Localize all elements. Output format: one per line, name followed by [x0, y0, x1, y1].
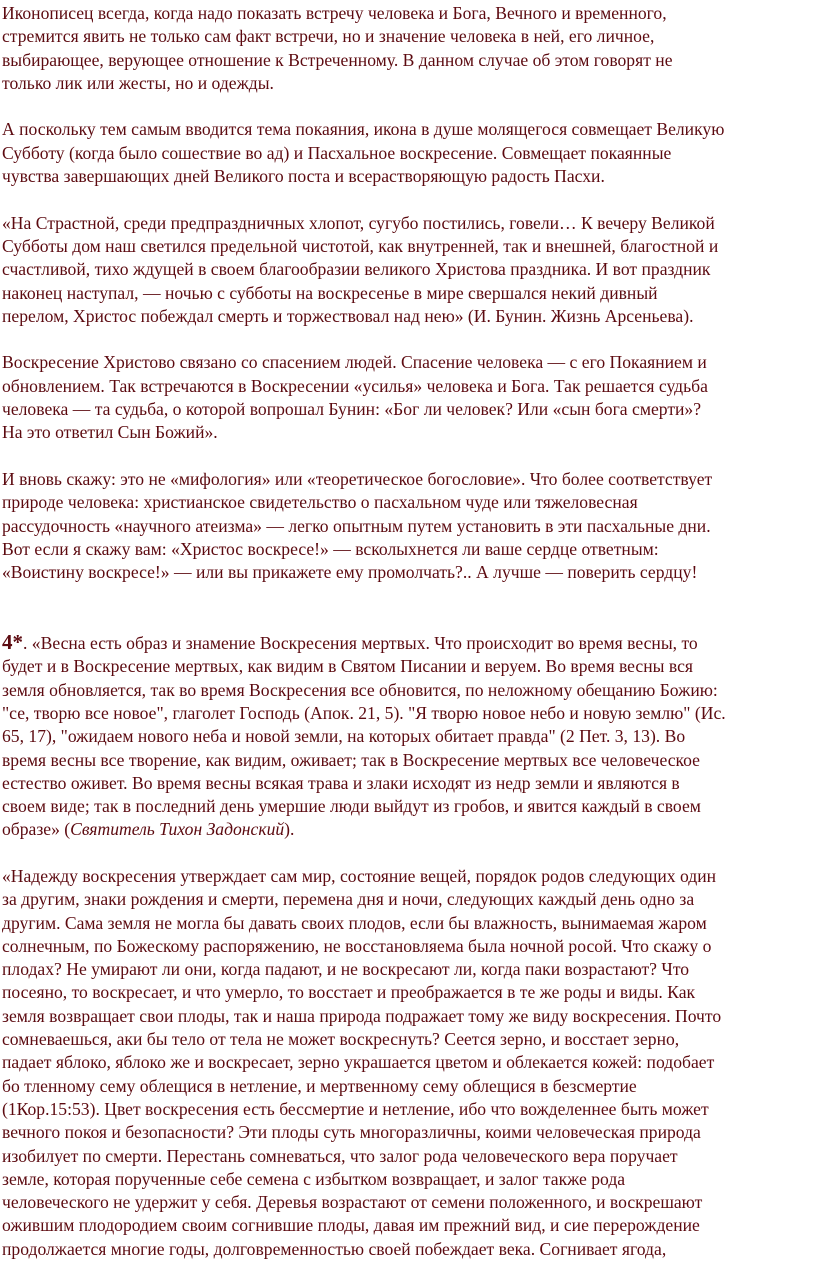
text-line: Иконописец всегда, когда надо показать встречу человека и Бога, Вечного и временного,	[2, 3, 667, 23]
text-line: Субботу (когда было сошествие во ад) и Пасхальное воскресение. Совмещает покаянные	[2, 142, 672, 163]
text-line: На это ответил Сын Божий».	[2, 422, 218, 443]
text-line: 65, 17), "ожидаем нового неба и новой земли, на которых обитает правда" (2 Пет. 3, 13). Во	[2, 726, 686, 747]
paragraph-hope-of-resurrection	[0, 865, 816, 1261]
text-line: ожившим плодородием своим согнившие плоды, давая им прежний вид, и сие перерождение	[2, 1215, 700, 1236]
text-line: стремится явить не только сам факт встречи, но и значение человека в ней, его личное,	[2, 26, 655, 47]
text-line: земля возвращает свои плоды, так и наша природа подражает тому же виду воскресения. Почто	[2, 1005, 722, 1026]
text-line: изобилует по смерти. Перестань сомневаться, что залог рода человеческого вера поручает	[2, 1145, 678, 1166]
section-marker: 4*	[2, 630, 23, 655]
text-line: человека — та судьба, о которой вопрошал Бунин: «Бог ли человек? Или «сын бога смерти»?	[2, 399, 702, 420]
text-line: Вот если я скажу вам: «Христос воскресе!» — всколыхнется ли ваше сердце ответным:	[2, 538, 659, 559]
text-line: А поскольку тем самым вводится тема покаяния, икона в душе молящегося совмещает Великую	[2, 119, 725, 140]
paragraph-gap	[0, 95, 816, 118]
text-line: (1Кор.15:53). Цвет воскресения есть бессмертие и нетление, ибо что вожделеннее быть может	[2, 1098, 709, 1119]
paragraph-bunin-quote	[0, 212, 816, 328]
text-line: выбирающее, верующее отношение к Встреченному. В данном случае об этом говорят не	[2, 49, 673, 70]
text-line: только лик или жесты, но и одежды.	[2, 72, 274, 93]
attribution: Святитель Тихон Задонский	[70, 819, 285, 840]
text-line: счастливой, тихо ждущей в своем благообразии великого Христова праздника. И вот праздник	[2, 259, 711, 280]
text-line	[2, 631, 816, 655]
text-line: падает яблоко, яблоко же и воскресает, зерно украшается цветом и облекается кожей: подобает	[2, 1052, 715, 1073]
text-line: своем виде; так в последний день умершие люди выйдут из гробов, и явится каждый в своем	[2, 796, 701, 817]
paragraph-gap	[0, 188, 816, 211]
text-line: "се, творю все новое", глаголет Господь (Апок. 21, 5). "Я творю новое небо и новую землю" (Ис.	[2, 702, 726, 723]
text-line: продолжается многие годы, долговременностью своей побеждает века. Согнивает ягода,	[2, 1238, 667, 1259]
text-line: И вновь скажу: это не «мифология» или «теоретическое богословие». Что более соответствует	[2, 468, 713, 489]
text-fragment: образе» (	[2, 819, 71, 840]
text-line: чувства завершающих дней Великого поста и всерастворяющую радость Пасхи.	[2, 166, 605, 187]
text-line: время весны все творение, как видим, оживает; так в Воскресение мертвых все человеческое	[2, 749, 700, 770]
text-line: рассудочность «научного атеизма» — легко опытным путем установить в эти пасхальные дни.	[2, 515, 711, 536]
paragraph-gap	[0, 328, 816, 351]
text-line: «Надежду воскресения утверждает сам мир, состояние вещей, порядок родов следующих один	[2, 865, 717, 886]
text-line: перелом, Христос побеждал смерть и торжествовал над нею» (И. Бунин. Жизнь Арсеньева).	[2, 305, 694, 326]
text-line: бо тленному сему облещися в нетление, и мертвенному сему облещися в безсмертие	[2, 1075, 637, 1096]
text-line: будет и в Воскресение мертвых, как видим в Святом Писании и веруем. Во время весны вся	[2, 656, 693, 677]
text-line: сомневаешься, аки бы тело от тела не может воскреснуть? Сеется зерно, и восстает зерно,	[2, 1029, 680, 1050]
text-line: естество оживет. Во время весны всякая трава и злаки исходят из недр земли и являются в	[2, 772, 680, 793]
text-fragment: ).	[284, 819, 295, 840]
text-line: «На Страстной, среди предпраздничных хлопот, сугубо постились, говели… К вечеру Великой	[2, 212, 715, 233]
paragraph-gap	[0, 445, 816, 468]
paragraph-iconographer	[0, 2, 816, 95]
text-fragment: . «Весна есть образ и знамение Воскресения мертвых. Что происходит во время весны, то	[23, 633, 698, 654]
text-line: «Воистину воскресе!» — или вы прикажете ему промолчать?.. А лучше — поверить сердцу!	[2, 562, 698, 583]
paragraph-easter-greeting	[0, 468, 816, 584]
text-line: за другим, знаки рождения и смерти, перемена дня и ночи, следующих каждый день одно за	[2, 889, 695, 910]
text-line: земля обновляется, так во время Воскресения все обновится, по неложному обещанию Божию:	[2, 679, 718, 700]
text-line: земле, которая порученные себе семена с избытком возвращает, и залог также рода	[2, 1168, 626, 1189]
text-line: наконец наступал, — ночью с субботы на воскресенье в мире свершался некий дивный	[2, 282, 658, 303]
text-line: посеяно, то воскресает, и что умерло, то восстает и преображается в те же роды и виды. Как	[2, 982, 696, 1003]
paragraph-section-4-spring	[0, 631, 816, 842]
text-line: обновлением. Так встречаются в Воскресении «усилья» человека и Бога. Так решается судьба	[2, 375, 708, 396]
text-line: другим. Сама земля не могла бы давать своих плодов, если бы влажность, вынимаемая жаром	[2, 912, 707, 933]
text-line: солнечным, по Божескому распоряжению, не восстановляема была ночной росой. Что скажу о	[2, 935, 712, 956]
paragraph-repentance	[0, 118, 816, 188]
text-line: Субботы дом наш светился предельной чистотой, как внутренней, так и внешней, благостной и	[2, 235, 719, 256]
text-line: природе человека: христианское свидетельство о пасхальном чуде или тяжеловесная	[2, 492, 638, 513]
text-line: вечного покоя и безопасности? Эти плоды суть многоразличны, коими человеческая природа	[2, 1122, 701, 1143]
text-line: плодах? Не умирают ли они, когда падают, и не воскресают ли, когда паки возрастают? Что	[2, 959, 690, 980]
paragraph-gap	[0, 842, 816, 865]
text-line	[2, 818, 816, 841]
section-gap	[0, 584, 816, 631]
paragraph-resurrection	[0, 351, 816, 444]
text-line: человеческого не удержит у себя. Деревья возрастают от семени положенного, и воскрешают	[2, 1192, 703, 1213]
text-line: Воскресение Христово связано со спасением людей. Спасение человека — с его Покаянием и	[2, 352, 707, 373]
